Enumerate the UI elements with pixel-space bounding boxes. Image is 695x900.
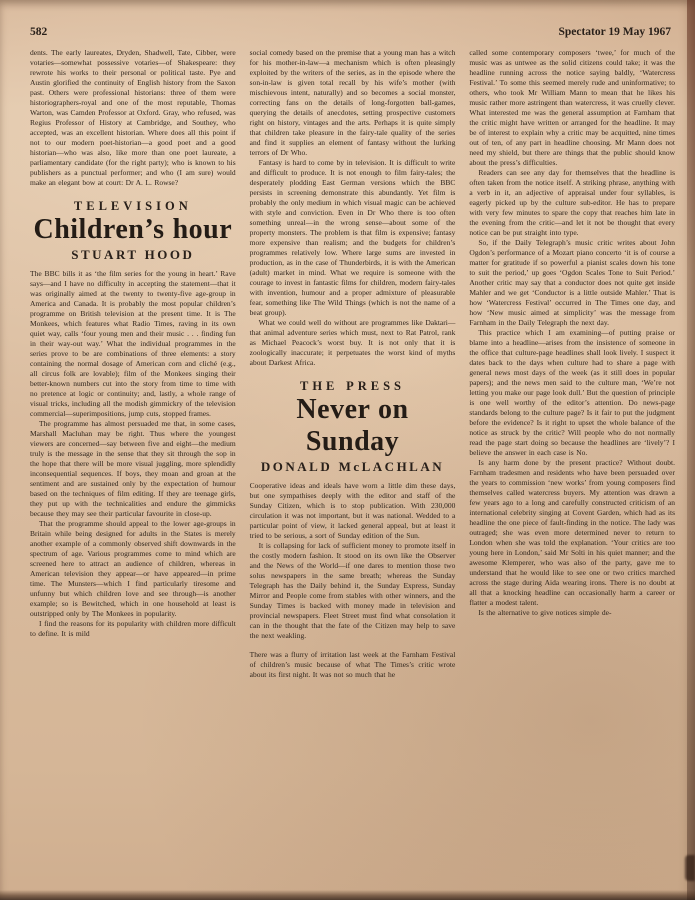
scan-edge-shadow-bottom — [0, 890, 695, 900]
scan-ink-blot — [685, 855, 695, 881]
television-section-head — [30, 201, 236, 260]
paragraph: This practice which I am examining—of putting praise or blame into a headline—arises from the insistence of someone in the office that culture-page headlines shall look lively. I suspect it dates back to the days when culture had to share a page with general news most days of the week (as it still does in popular papers); and the news men said to the culture man, ‘We’re not letting you make our page look dull.’ But the question of principle is one well worthy of the editor’s attention. Do news-page standards belong to the culture page? Is it fair to put the judgment before the evidence? Is it right to upset the whole balance of the notice as struck by the critic? Will people who do not normally read the page start doing so because the headlines are ‘lively’? I believe the answer in each case is No. — [469, 328, 676, 457]
section-kicker: TELEVISION — [73, 199, 192, 213]
paragraph: Readers can see any day for themselves that the headline is often taken from the notice itself. A striking phrase, anything with a verb in it, an adjective of appraisal under four syllables, is eagerly picked up by the culture sub-editor. He has to prepare with very few minutes to spare the copy that reaches him late in the evening from the critic—and let it not be thought that every notice can be put straight into type. — [469, 168, 676, 237]
column-2 — [250, 48, 456, 680]
paragraph-break — [250, 641, 456, 650]
press-section-head — [250, 381, 456, 472]
page-header — [0, 0, 695, 38]
paragraph: dents. The early laureates, Dryden, Shadwell, Tate, Cibber, were votaries—somewhat possessive votaries—of Shakespeare: they rewrote his works to their personal or political taste. Pye and Austin glorified the continuity of English history from the Saxon past. Others were professional historians: three of them were historiographers-royal and one of the most reputable, Thomas Warton, was Camden Professor at Oxford. Gray, who refused, was Regius Professor of History at Cambridge, and Southey, who accepted, was an excellent historian. Where does all this point if not to our modern poet-historian—a good poet and a good historian—who was also, like more than one poet laureate, a parliamentary candidate (for the right party); who is known to his publishers as a punctual performer; and who (I am sure) would make an elegant bow at court: Dr A. L. Rowse? — [30, 48, 236, 187]
article-byline: DONALD McLACHLAN — [260, 459, 445, 474]
paragraph: What we could well do without are programmes like Daktari—that animal adventure series which must, next to Rat Patrol, rank as Michael Peacock’s worst buy. It is not only that it is zoologically inaccurate; it perpetuates the worst kind of myths about Darkest Africa. — [249, 318, 456, 367]
paragraph: There was a flurry of irritation last week at the Farnham Festival of children’s music because of what The Times’s critic wrote about its first night. It was not so much that he — [249, 650, 456, 679]
paragraph: Is the alternative to give notices simple de- — [478, 608, 612, 617]
column-3 — [469, 48, 675, 680]
article-headline: Never on Sunday — [296, 394, 409, 457]
paragraph: Is any harm done by the present practice? Without doubt. Farnham tradesmen and residents who have been persuaded over the years to commission ‘new works’ from young composers find themselves called watercress buyers. My attention was drawn a few years ago to a long and carefully constructed criticism of an international celebrity singing at Covent Garden, which had as its headline the one piece of fault-finding in the notice. The lady was outraged; she was even more determined never to return to London when she was told the explanation. ‘Your critics are too young here in London,’ said Mr Solti in his quiet manner; and the awesome Klemperer, who was also of the party, gave me to understand that he would like to see one or two critics marched across the stage during Aida wearing irons. There is no doubt at all that a knocking headline can occasionally harm a career or flatter a modest talent. — [469, 458, 676, 607]
article-byline: STUART HOOD — [71, 247, 195, 262]
paragraph: called some contemporary composers ‘twee,’ for much of the music was as untwee as the solid citizens could take; it was the headline running across the notice saying baldly, ‘Watercress Festival.’ To some this seemed merely rude and uninformative; to others, who took Mr William Mann to mean that he likes his music rather more astringent than watercress, it was cruelly clever. What interested me was the general assumption at Farnham that the critic might have written or arranged for the headline. It may be of interest to explain why a critic may be acquitted, nine times out of ten, of any part in headline choosing. Mr Mann does not need my shield, but there are things that the public should know about the press’s difficulties. — [469, 48, 676, 167]
masthead-dateline: Spectator 19 May 1967 — [558, 26, 671, 38]
paragraph: It is collapsing for lack of sufficient money to promote itself in the costly modern fashion. It stood on its own like the Observer and the News of the World—if one dares to mention those two solus newspapers in the same breath; whereas the Sunday Telegraph has the Daily behind it, the Sunday Express, Sunday Mirror and People come from stables with other winners, and the Sunday Times is backed with money made in television and provincial newspapers. Fleet Street must find what consolation it can in the thought that the fate of the Citizen may help to save the next weakling. — [249, 541, 456, 640]
article-columns — [0, 38, 695, 680]
page-number: 582 — [30, 26, 48, 38]
paragraph: social comedy based on the premise that a young man has a witch for his mother-in-law—a mechanism which is often pleasingly exploited by the writers of the series, as in the episode where the son-in-law is given total recall by his wife’s mother (with mischievous intent, naturally) and so becomes a social monster, correcting fans on the details of long-forgotten ball-games, querying the details of anecdotes, setting prospective customers right on history, vintages and the arts. Perhaps it is quite simply that children take pleasure in the fairy-tale quality of the series and find it supplies an element of fantasy without the lurking terrors of Dr Who. — [249, 48, 456, 157]
paragraph: Fantasy is hard to come by in television. It is difficult to write and difficult to produce. It is not enough to film fairy-tales; the desperately plodding East German versions which the BBC persists in screening demonstrate this abundantly. Yet film is probably the only medium in which visual magic can be achieved with style and conviction. Even in Dr Who there is too often something unreal—in the wrong sense—about some of the property monsters. The problem is that film is expensive; fantasy more expensive than realism; and the budgets for children’s programmes relatively low. Where large sums are invested in production, as in the case of Thunderbirds, it is with the American (adult) market in mind. What we require is someone with the courage to invest in fantastic films for children, modern fairy-tales with invention, humour and a proper admixture of pleasurable fear, something like The Wild Things (which is not the name of a beat group). — [249, 158, 456, 317]
section-kicker: THE PRESS — [299, 379, 406, 393]
paragraph: Cooperative ideas and ideals have worn a little dim these days, but one sympathises deeply with the editor and staff of the Sunday Citizen, which is to stop publication. With 230,000 circulation it was not important, but it was national. Wedded to a particular point of view, it lacked general appeal, but at least it tried to be serious, a sort of Sunday edition of the Sun. — [249, 481, 456, 540]
paragraph: I find the reasons for its popularity with children more difficult to define. It is mild — [30, 619, 236, 638]
paragraph: So, if the Daily Telegraph’s music critic writes about John Ogdon’s performance of a Mozart piano concerto ‘it is of course a matter for gratitude if so powerful a pianist scales down his tone to suit the period,’ up goes ‘Ogdon Scales Tone to Suit Period.’ Another critic may say that a conductor does not quite get inside Mahler and we get ‘Conductor is a little outside Mahler.’ That is how ‘Watercress Festival’ occurred in The Times one day, and how ‘New music aimed at simplicity’ was the message from Farnham in the Daily Telegraph the next day. — [469, 238, 676, 327]
column-1 — [30, 48, 236, 680]
paragraph: The BBC bills it as ‘the film series for the young in heart.’ Rave says—and I have no difficulty in accepting the statement—that it was originally aimed at the twenty to twenty-five age-group in America and Canada. It is probably the most popular children’s programme on British television at the present time. It is The Monkees, which features what Radio Times, raving in its own quiet way, calls ‘four young men and their music . . . finding fun in their way-out way.’ What the individual programmes in the series prove to be are combinations of three elements: a story containing the normal dosage of American corn and cliché (e.g., all circus folk are lovable); film of the Monkees singing their better-known numbers cut into the story from time to time with no pretence at logic or continuity; and, lastly, a whole range of visual tricks, including all the modish gimmickry of the television commercial—superimpositions, jump cuts, stopped frames. — [30, 269, 236, 418]
paragraph: The programme has almost persuaded me that, in some cases, Marshall Macluhan may be right. Thus where the youngest viewers are concerned—say between five and eight—the medium truly is the message in the sense that they sit through the sop in the hope that there will be more visual juggling, more splendidly inconsequential sequences. If boys, they moan and groan at the sentiment and are sustained only by the expectation of humour based on the techniques of film editing. If they are teenage girls, they put up with the technicalities and endure the gimmicks because they may see their particular favourite in close-up. — [30, 419, 236, 518]
paragraph: That the programme should appeal to the lower age-groups in Britain while being designed for adults in the States is merely another example of a commonly observed shift downwards in the spectrum of age. Various programmes come to mind which are screened here to attract an audience of children, whereas in American television they appear—or have appeared—in prime time. The Munsters—which I find particularly tiresome and unfunny but which children love and see through—is another example; so is Bewitched, which in one household at least is outstripped only by The Monkees in popularity. — [30, 519, 236, 618]
article-headline: Children’s hour — [33, 214, 233, 245]
